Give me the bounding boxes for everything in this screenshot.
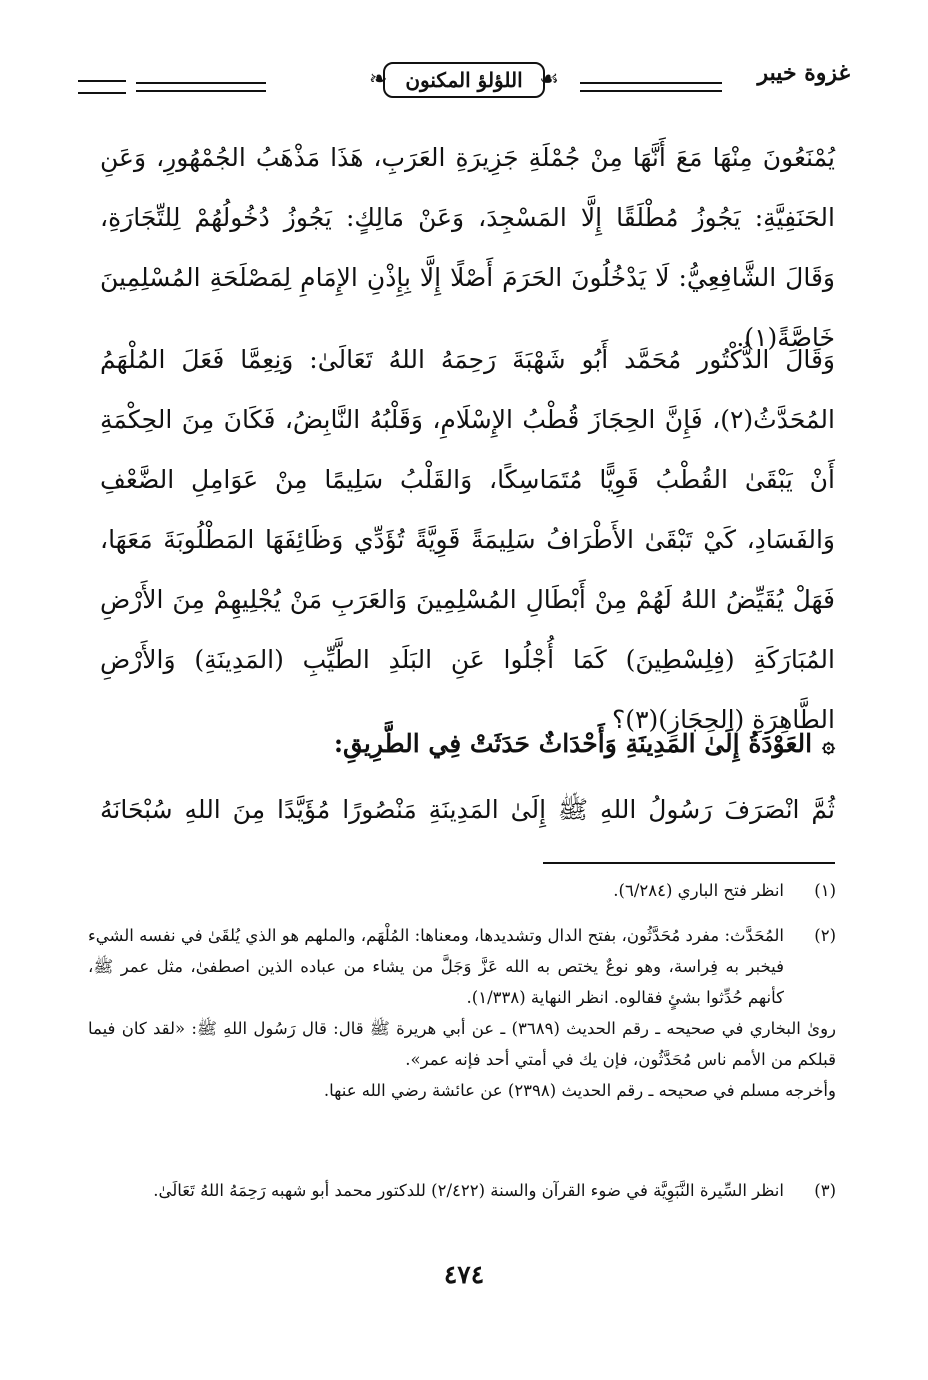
ornament-left-icon: ❧: [369, 67, 388, 92]
page-number: ٤٧٤: [443, 1260, 485, 1289]
header-rule-end: [78, 80, 126, 94]
footnote-text-continued: روىٰ البخاري في صحيحه ـ رقم الحديث (٣٦٨٩) ـ عن أبي هريرة ﷺ قال: قال رَسُول اللهِ ﷺ: «لقد كان فيما قبلكم من الأمم ناس مُحَدَّثُون، فإن يك في أمتي أحد فإنه عمر».: [88, 1019, 837, 1069]
footnote-text: المُحَدَّث: مفرد مُحَدَّثُون، بفتح الدال وتشديدها، ومعناها: المُلْهَم، والملهم هو الذي يُلقَىٰ في نفسه الشيء فيخبر به فِراسة، وهو نوعٌ يختص به الله عَزَّ وَجَلَّ من يشاء من عباده الذين اصطفىٰ، مثل عمر ﷺ، كأنهم حُدِّثوا بشئٍ فقالوه. انظر النهاية (١/٣٣٨).: [88, 926, 784, 1007]
footnote-number: (٢): [814, 926, 836, 945]
footnote-separator: [543, 862, 835, 864]
footnote-text: انظر السِّيرة النَّبَوِيَّة في ضوء القرآن والسنة (٢/٤٢٢) للدكتور محمد أبو شهبه رَحِمَهُ اللهُ تَعَالَىٰ.: [153, 1181, 784, 1200]
footnote-number: (٣): [814, 1181, 836, 1200]
paragraph-2: وَقَالَ الدُّكْتُور مُحَمَّد أَبُو شَهْبَةَ رَحِمَهُ اللهُ تَعَالَىٰ: وَنِعِمَّا فَعَلَ المُلْهَمُ المُحَدَّثُ(٢)، فَإِنَّ الحِجَازَ قُطْبُ الإِسْلَامِ، وَقَلْبُهُ النَّابِضُ، فَكَانَ مِنَ الحِكْمَةِ أَنْ يَبْقَىٰ القُطْبُ قَوِيًّا مُتَمَاسِكًا، وَالقَلْبُ سَلِيمًا مِنْ عَوَامِلِ الضَّعْفِ وَالفَسَادِ، كَيْ تَبْقَىٰ الأَطْرَافُ سَلِيمَةً قَوِيَّةً تُؤَدِّي وَظَائِفَهَا المَطْلُوبَةَ مَعَهَا، فَهَلْ يُقَيِّضُ اللهُ لَهُمْ مِنْ أَبْطَالِ المُسْلِمِينَ وَالعَرَبِ مَنْ يُجْلِيهِمْ مِنَ الأَرْضِ المُبَارَكَةِ (فِلِسْطِينَ) كَمَا أُجْلُوا عَنِ البَلَدِ الطَّيِّبِ (المَدِينَةِ) وَالأَرْضِ الطَّاهِرَةِ (الحِجَازِ)(٣)؟: [100, 345, 835, 734]
chapter-title: غزوة خيبر: [757, 60, 850, 86]
header-rule-left: [136, 82, 266, 92]
header-rule-right: [580, 82, 722, 92]
section-heading-text: العَوْدَةُ إِلَىٰ المَدِينَةِ وَأَحْدَاثٌ حَدَثَتْ فِي الطَّرِيقِ:: [333, 729, 813, 758]
page-header: [78, 58, 850, 112]
footnote-1: [88, 875, 836, 906]
footnote-text-continued-2: وأخرجه مسلم في صحيحه ـ رقم الحديث (٢٣٩٨) عن عائشة رضي الله عنها.: [323, 1081, 836, 1100]
flower-bullet-icon: ۞: [822, 732, 835, 758]
footnote-text: انظر فتح الباري (٦/٢٨٤).: [613, 881, 784, 900]
ornament-right-icon: ☙: [539, 67, 559, 92]
section-heading: [100, 716, 835, 773]
footnote-number: (١): [814, 881, 836, 900]
footnote-2: [88, 920, 836, 1106]
section-first-line: ثُمَّ انْصَرَفَ رَسُولُ اللهِ ﷺ إِلَىٰ المَدِينَةِ مَنْصُورًا مُؤَيَّدًا مِنَ اللهِ سُبْحَانَهُ: [100, 795, 835, 824]
paragraph-1: يُمْنَعُونَ مِنْهَا مَعَ أَنَّهَا مِنْ جُمْلَةِ جَزِيرَةِ العَرَبِ، هَذَا مَذْهَبُ الجُمْهُورِ، وَعَنِ الحَنَفِيَّةِ: يَجُوزُ مُطْلَقًا إِلَّا المَسْجِدَ، وَعَنْ مَالِكٍ: يَجُوزُ دُخُولُهُمْ لِلتِّجَارَةِ، وَقَالَ الشَّافِعِيُّ: لَا يَدْخُلُونَ الحَرَمَ أَصْلًا إِلَّا بِإِذْنِ الإِمَامِ لِمَصْلَحَةِ المُسْلِمِينَ خَاصَّةً(١).: [100, 143, 835, 352]
book-title-frame: [369, 58, 559, 102]
book-title: اللؤلؤ المكنون: [405, 68, 523, 92]
footnote-3: [88, 1175, 836, 1206]
